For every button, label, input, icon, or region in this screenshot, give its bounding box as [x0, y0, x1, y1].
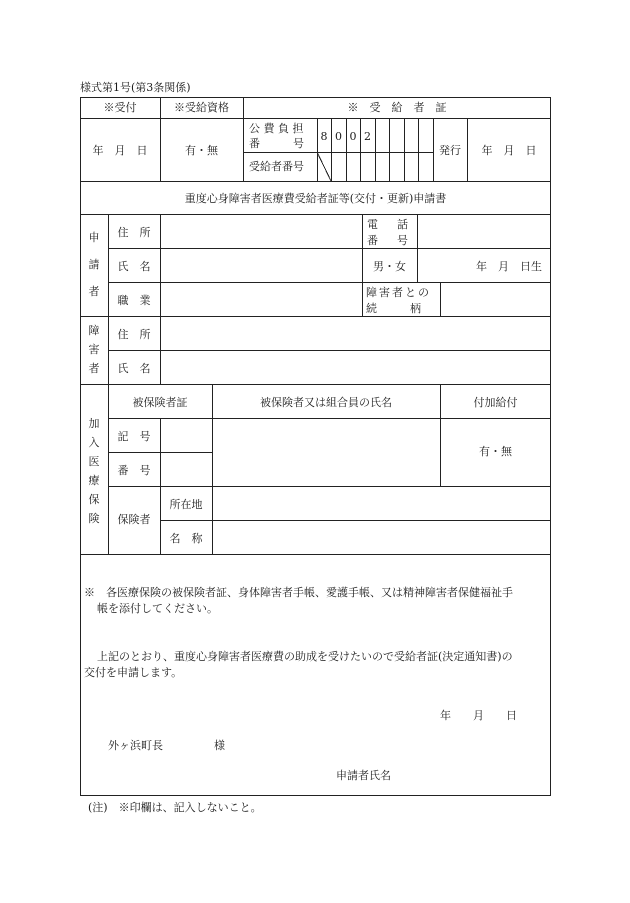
- request-text-line-2: 交付を申請します。: [84, 666, 183, 679]
- footnote: (注) ※印欄は、記入しないこと。: [88, 801, 262, 814]
- certificate-header: ※ 受 給 者 証: [347, 101, 447, 114]
- extra-benefit-yes-no: 有・無: [479, 445, 512, 458]
- burden-digit-1: 8: [320, 130, 328, 143]
- relation-label-2: 続 柄: [366, 302, 421, 315]
- applicant-label-3: 者: [88, 285, 100, 298]
- relation-label-1: 障害者との: [366, 286, 431, 299]
- holder-name-header: 被保険者又は組合員の氏名: [260, 396, 392, 409]
- insurance-label-3: 医: [88, 455, 100, 468]
- insurance-label-2: 入: [88, 436, 100, 449]
- issue-date: 年 月 日: [481, 144, 537, 157]
- extra-benefit-header: 付加給付: [473, 396, 518, 409]
- applicant-label-1: 申: [88, 231, 100, 244]
- request-text-line-1: 上記のとおり、重度心身障害者医療費の助成を受けたいので受給者証(決定通知書)の: [97, 650, 513, 663]
- insurance-label-4: 療: [88, 474, 100, 487]
- burden-digit-4: 2: [364, 130, 371, 143]
- burden-number-label-2: 番 号: [249, 137, 304, 150]
- form-number: 様式第1号(第3条関係): [80, 81, 191, 94]
- recipient-number-label: 受給者番号: [249, 160, 304, 173]
- applicant-label-2: 請: [88, 258, 100, 271]
- received-date: 年 月 日: [92, 144, 148, 157]
- addressee-honorific: 様: [214, 739, 225, 752]
- applicant-address-label: 住 所: [117, 226, 151, 239]
- applicant-phone-label-1: 電 話: [367, 218, 412, 231]
- insurer-name-label: 名 称: [169, 532, 203, 545]
- issued-label: 発行: [439, 144, 461, 157]
- applicant-signature-label: 申請者氏名: [336, 769, 391, 782]
- insurance-label-1: 加: [88, 417, 100, 430]
- burden-digit-3: 0: [349, 130, 357, 143]
- disabled-label-2: 害: [88, 343, 100, 356]
- disabled-name-label: 氏 名: [117, 362, 151, 375]
- application-date: 年 月 日: [440, 709, 517, 722]
- disabled-address-label: 住 所: [117, 328, 151, 341]
- symbol-label: 記 号: [117, 430, 151, 443]
- form-title: 重度心身障害者医療費受給者証等(交付・更新)申請書: [184, 192, 447, 205]
- applicant-name-label: 氏 名: [117, 260, 151, 273]
- insurance-card-header: 被保険者証: [132, 396, 188, 409]
- eligibility-yes-no: 有・無: [185, 144, 218, 157]
- insurer-location-label: 所在地: [169, 498, 203, 511]
- burden-number-label-1: 公 費 負 担: [249, 122, 304, 135]
- insurer-label: 保険者: [117, 513, 151, 526]
- applicant-birthdate: 年 月 日生: [476, 260, 542, 273]
- attachment-note-line-1: ※ 各医療保険の被保険者証、身体障害者手帳、愛護手帳、又は精神障害者保健福祉手: [84, 586, 513, 599]
- number-label: 番 号: [117, 464, 151, 477]
- disabled-label-3: 者: [88, 362, 100, 375]
- disabled-label-1: 障: [88, 324, 100, 337]
- received-header: ※受付: [103, 101, 137, 114]
- insurance-label-6: 険: [88, 512, 100, 525]
- burden-digit-2: 0: [335, 130, 342, 143]
- insurance-label-5: 保: [88, 493, 100, 506]
- applicant-sex: 男・女: [373, 260, 406, 273]
- applicant-occupation-label: 職 業: [117, 294, 151, 307]
- applicant-phone-label-2: 番 号: [367, 234, 412, 247]
- attachment-note-line-2: 帳を添付してください。: [97, 602, 218, 615]
- eligibility-header: ※受給資格: [174, 101, 229, 114]
- addressee: 外ヶ浜町長: [108, 739, 163, 752]
